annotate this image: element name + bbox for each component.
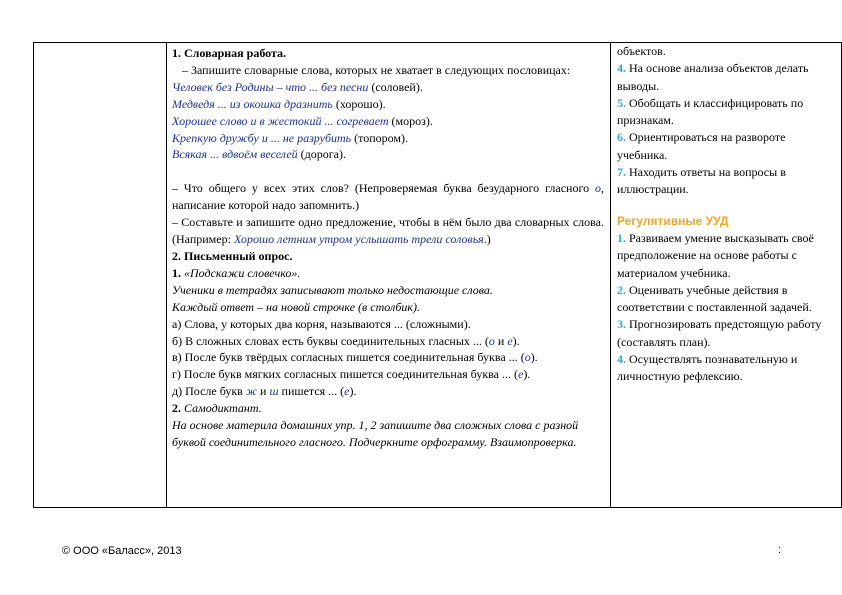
survey-item-a: а) Слова, у которых два корня, называются ... (сложными).	[172, 316, 471, 331]
subtask-title: 2. Самодиктант.	[172, 401, 262, 416]
outcome-item: 4. На основе анализа объектов делать выводы.	[617, 61, 809, 93]
subtask-title: 1. «Подскажи словечко».	[172, 265, 301, 280]
proverb-line: Медведя ... из окошка дразнить (хорошо).	[172, 96, 386, 111]
content-column	[167, 43, 611, 507]
footer-copyright: © ООО «Баласс», 2013	[62, 545, 182, 557]
lesson-table	[33, 42, 842, 508]
heading-written-survey: 2. Письменный опрос.	[172, 248, 293, 263]
instruction-line: Каждый ответ – на новой строчке (в столбик).	[172, 299, 420, 314]
outcome-item: 2. Оценивать учебные действия в соответствии с поставленной задачей.	[617, 282, 812, 315]
regulatory-heading: Регулятивные УУД	[617, 213, 729, 228]
outcome-item: 4. Осуществлять познавательную и личностную рефлексию.	[617, 352, 798, 384]
survey-item-b: б) В сложных словах есть буквы соединительных гласных ... (о и е).	[172, 333, 520, 348]
survey-item-d: д) После букв ж и ш пишется ... (е).	[172, 384, 357, 399]
outcome-item: 3. Прогнозировать предстоящую работу (составлять план).	[617, 317, 822, 349]
survey-item-g: г) После букв мягких согласных пишется соединительная буква ... (е).	[172, 367, 531, 382]
question-sentence: – Составьте и запишите одно предложение, чтобы в нём было два словарных слова. (Например: Хорошо летним утром услышать трели соловья.)	[172, 215, 604, 247]
task-text: – Запишите словарные слова, которых не хватает в следующих пословицах:	[182, 62, 571, 77]
heading-vocabulary-work: 1. Словарная работа.	[172, 46, 287, 60]
footer-mark: :	[778, 544, 782, 556]
outcome-item: 6. Ориентироваться на развороте учебника.	[617, 130, 786, 162]
stage-column	[34, 43, 167, 507]
survey-item-v: в) После букв твёрдых согласных пишется соединительная буква ... (о).	[172, 350, 538, 365]
proverb-line: Хорошее слово и в жестокий ... согревает (мороз).	[172, 113, 433, 128]
proverb-line: Всякая ... вдвоём веселей (дорога).	[172, 147, 347, 162]
outcome-item: 5. Обобщать и классифицировать по признакам.	[617, 95, 804, 128]
proverb-line: Крепкую дружбу и ... не разрубить (топором).	[172, 130, 409, 145]
outcome-continued: объектов.	[617, 44, 666, 58]
outcome-item: 7. Находить ответы на вопросы в иллюстрации.	[617, 165, 786, 197]
proverb-line: Человек без Родины – что ... без песни (соловей).	[172, 79, 423, 94]
question-common: – Что общего у всех этих слов? (Непроверяемая буква безударного гласного о, написание которой надо запомнить.)	[172, 181, 604, 213]
self-dictation-text: На основе материла домашних упр. 1, 2 запишите два сложных слова с разной буквой соединительного гласного. Подчеркните орфограмму. Взаимопроверка.	[172, 418, 579, 449]
instruction-line: Ученики в тетрадях записывают только недостающие слова.	[172, 282, 493, 297]
outcomes-column	[611, 43, 842, 507]
outcome-item: 1. Развиваем умение высказывать своё предположение на основе работы с материалом учебника.	[617, 230, 814, 280]
